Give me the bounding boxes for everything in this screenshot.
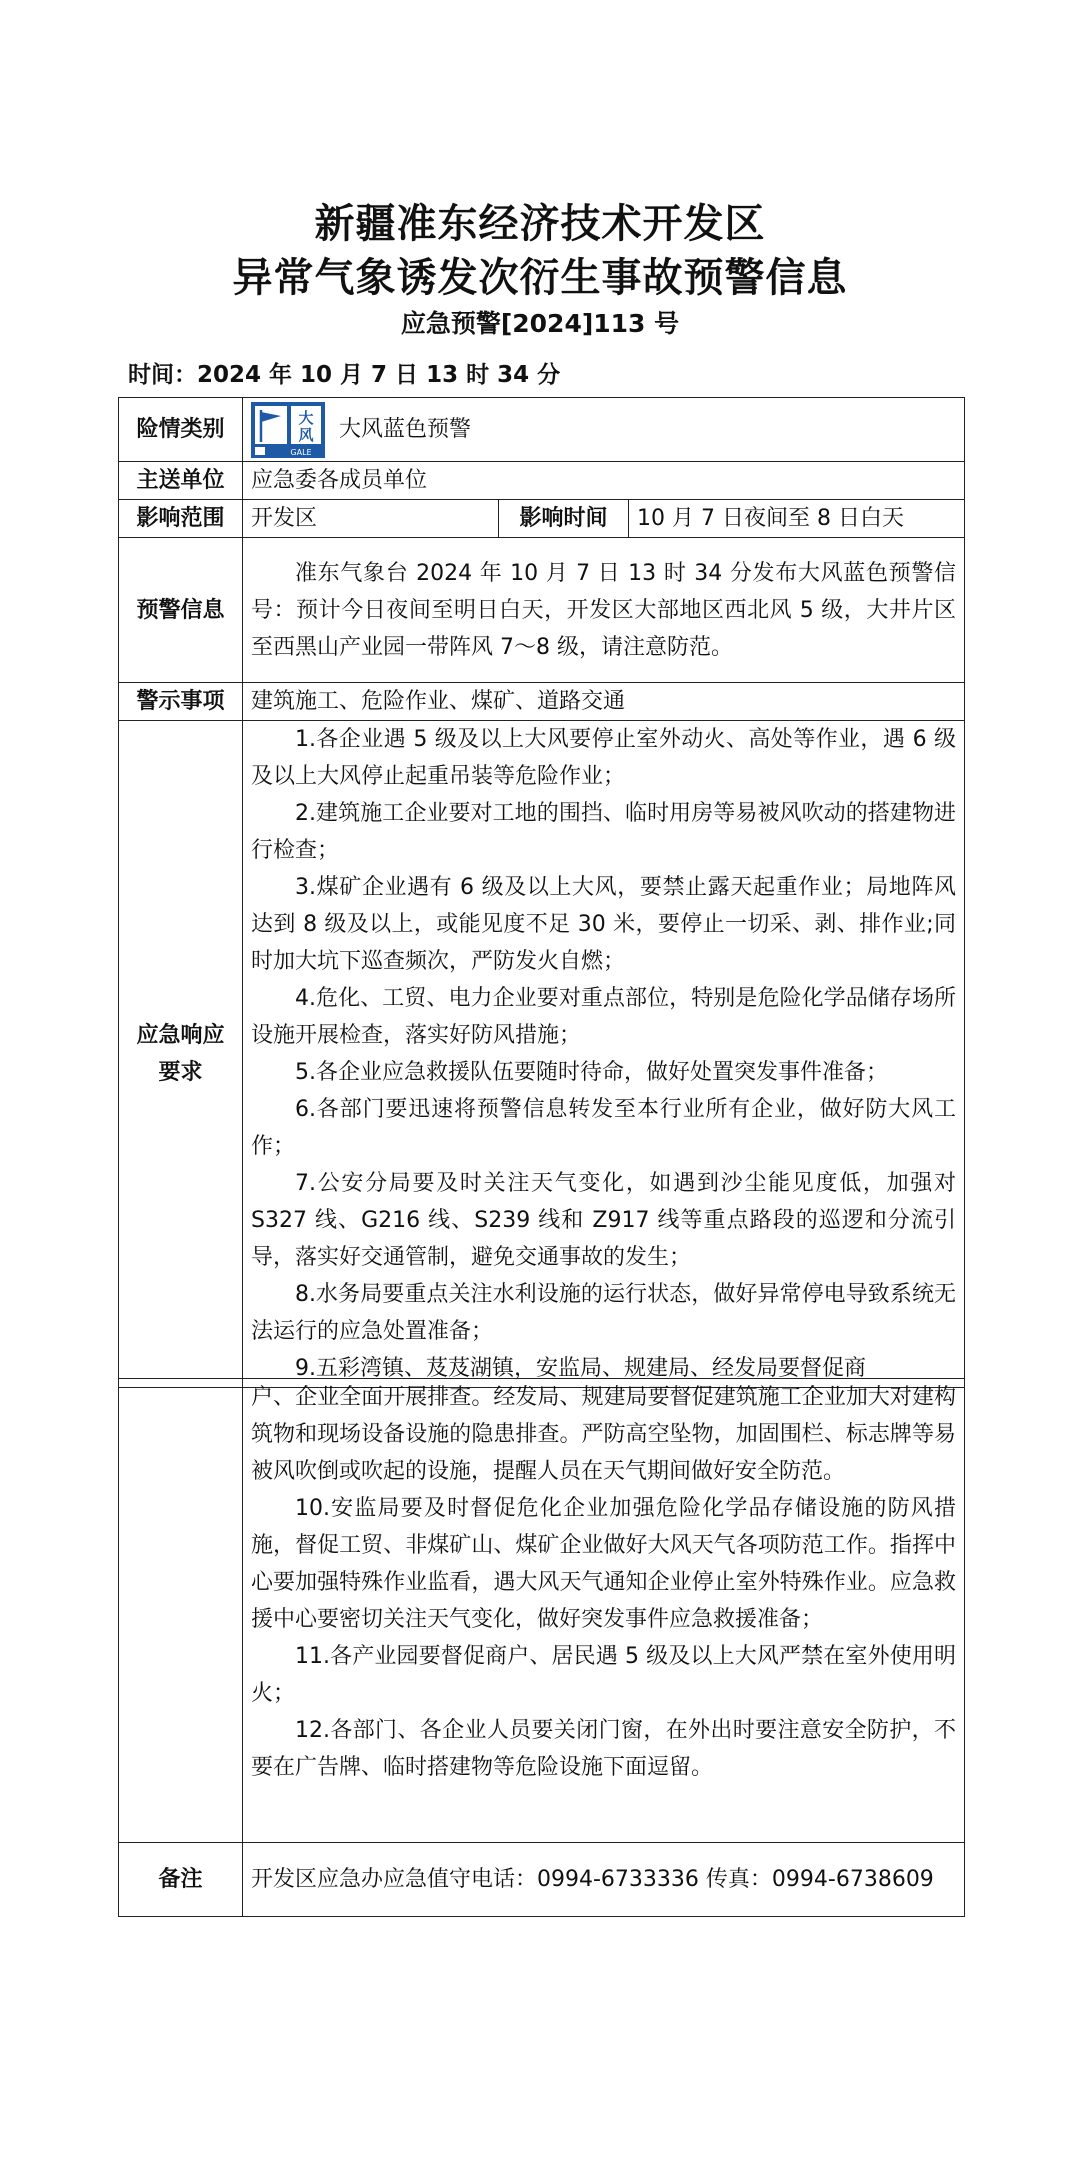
row-recipient bbox=[119, 462, 965, 500]
warning-table bbox=[118, 397, 965, 1388]
impact-time-label: 影响时间 bbox=[499, 500, 629, 538]
row-response-requirements bbox=[119, 721, 965, 1388]
alert-items-value: 建筑施工、危险作业、煤矿、道路交通 bbox=[243, 683, 965, 721]
response-item-6: 6.各部门要迅速将预警信息转发至本行业所有企业，做好防大风工作； bbox=[251, 1097, 957, 1159]
gale-blue-warning-icon bbox=[251, 402, 325, 458]
response-item-11: 11.各产业园要督促商户、居民遇 5 级及以上大风严禁在室外使用明火； bbox=[251, 1644, 956, 1706]
row-hazard-type bbox=[119, 398, 965, 462]
row-warning-info bbox=[119, 538, 965, 683]
response-item-2: 2.建筑施工企业要对工地的围挡、临时用房等易被风吹动的搭建物进行检查； bbox=[251, 801, 957, 863]
scope-label: 影响范围 bbox=[119, 500, 243, 538]
document-title-line2: 异常气象诱发次衍生事故预警信息 bbox=[232, 255, 848, 301]
row-scope bbox=[119, 500, 965, 538]
response-item-7: 7.公安分局要及时关注天气变化，如遇到沙尘能见度低，加强对 S327 线、G216 线、S239 线和 Z917 线等重点路段的巡逻和分流引导，落实好交通管制，避免交通事故的发生； bbox=[251, 1171, 957, 1270]
issue-time: 时间：2024 年 10 月 7 日 13 时 34 分 bbox=[128, 362, 561, 388]
response-item-10: 10.安监局要及时督促危化企业加强危险化学品存储设施的防风措施，督促工贸、非煤矿山、煤矿企业做好大风天气各项防范工作。指挥中心要加强特殊作业监看，遇大风天气通知企业停止室外特殊作业。应急救援中心要密切关注天气变化，做好突发事件应急救援准备； bbox=[251, 1496, 956, 1632]
response-label-line1: 应急响应 bbox=[136, 1023, 225, 1048]
response-item-5: 5.各企业应急救援队伍要随时待命，做好处置突发事件准备； bbox=[295, 1060, 888, 1085]
warning-table-continued bbox=[118, 1378, 965, 1917]
response-item-3: 3.煤矿企业遇有 6 级及以上大风，要禁止露天起重作业；局地阵风达到 8 级及以上，或能见度不足 30 米，要停止一切采、剥、排作业;同时加大坑下巡查频次，严防发火自燃； bbox=[251, 875, 957, 974]
alert-items-label: 警示事项 bbox=[119, 683, 243, 721]
warning-info-value: 准东气象台 2024 年 10 月 7 日 13 时 34 分发布大风蓝色预警信号：预计今日夜间至明日白天，开发区大部地区西北风 5 级，大井片区至西黑山产业园一带阵风 7～8 级，请注意防范。 bbox=[251, 560, 957, 660]
scope-value: 开发区 bbox=[243, 500, 499, 538]
document-number: 应急预警[2024]113 号 bbox=[400, 309, 680, 338]
response-item-9-continued: 户、企业全面开展排查。经发局、规建局要督促建筑施工企业加大对建构筑物和现场设备设施的隐患排查。严防高空坠物，加固围栏、标志牌等易被风吹倒或吹起的设施，提醒人员在天气期间做好安全防范。 bbox=[251, 1385, 956, 1484]
response-item-9-start: 9.五彩湾镇、芨芨湖镇，安监局、规建局、经发局要督促商 bbox=[295, 1356, 866, 1381]
recipient-value: 应急委各成员单位 bbox=[243, 462, 965, 500]
remark-value: 开发区应急办应急值守电话：0994-6733336 传真：0994-6738609 bbox=[243, 1843, 965, 1917]
response-item-8: 8.水务局要重点关注水利设施的运行状态，做好异常停电导致系统无法运行的应急处置准备； bbox=[251, 1282, 957, 1344]
hazard-type-value: 大风蓝色预警 bbox=[339, 417, 472, 442]
row-response-continued bbox=[119, 1379, 965, 1843]
hazard-type-label: 险情类别 bbox=[119, 398, 243, 462]
svg-text:大: 大 bbox=[298, 408, 314, 427]
response-item-4: 4.危化、工贸、电力企业要对重点部位，特别是危险化学品储存场所设施开展检查，落实好防风措施； bbox=[251, 986, 957, 1048]
row-alert-items bbox=[119, 683, 965, 721]
response-item-1: 1.各企业遇 5 级及以上大风要停止室外动火、高处等作业，遇 6 级及以上大风停止起重吊装等危险作业； bbox=[251, 727, 957, 789]
warning-info-label: 预警信息 bbox=[119, 538, 243, 683]
document-title-line1: 新疆准东经济技术开发区 bbox=[314, 201, 766, 247]
row-remark bbox=[119, 1843, 965, 1917]
response-label-line2: 要求 bbox=[158, 1060, 203, 1085]
recipient-label: 主送单位 bbox=[119, 462, 243, 500]
svg-text:GALE: GALE bbox=[290, 447, 312, 457]
svg-text:风: 风 bbox=[298, 425, 314, 444]
remark-label: 备注 bbox=[119, 1843, 243, 1917]
impact-time-value: 10 月 7 日夜间至 8 日白天 bbox=[629, 500, 965, 538]
response-item-12: 12.各部门、各企业人员要关闭门窗，在外出时要注意安全防护，不要在广告牌、临时搭建物等危险设施下面逗留。 bbox=[251, 1718, 956, 1780]
